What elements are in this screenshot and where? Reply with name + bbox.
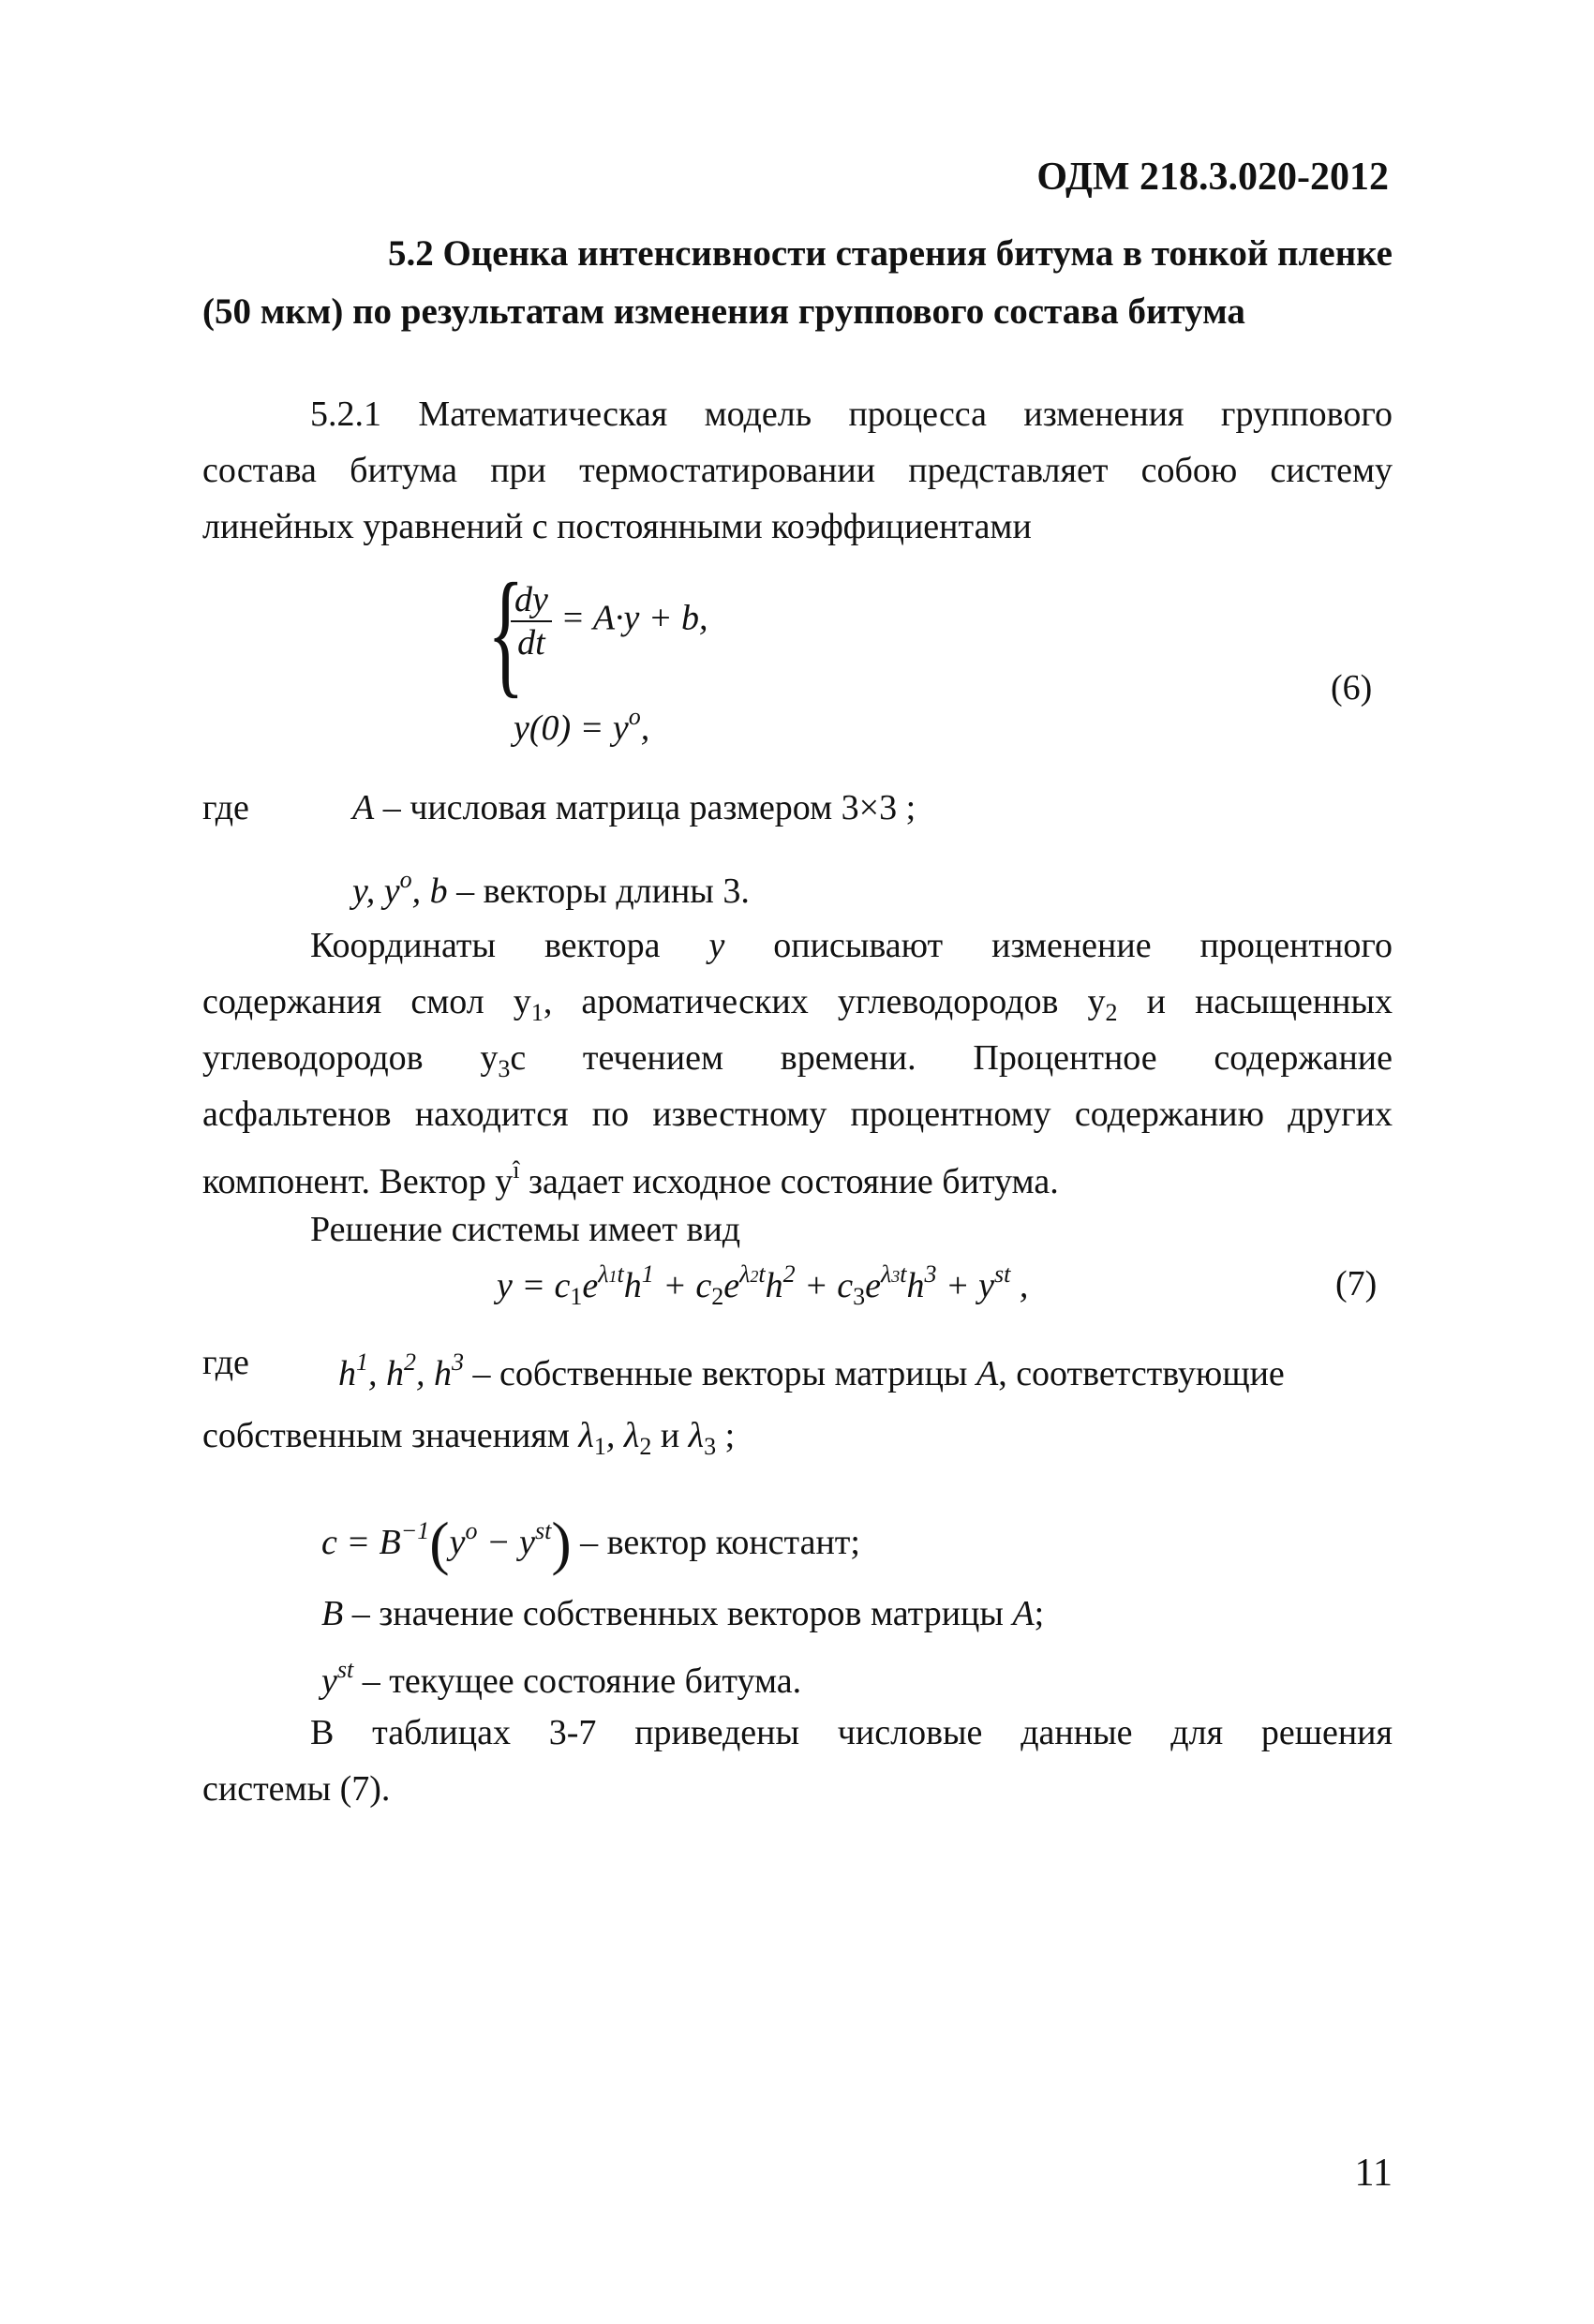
document-code: ОДМ 218.3.020-2012 xyxy=(1036,156,1389,199)
para2-vector-y: y xyxy=(708,926,725,965)
vectors-desc: – векторы длины xyxy=(447,872,723,911)
equation-number-6: (6) xyxy=(1331,668,1373,708)
para1-line-3: линейных уравнений с постоянными коэффициентами xyxy=(202,507,1032,546)
b-line xyxy=(321,1587,1044,1641)
para1-line-1: 5.2.1 Математическая модель процесса изменения группового xyxy=(310,395,1393,434)
para2-sub-1: 1 xyxy=(530,999,544,1026)
equation-7: $y = c_1e^{\lambda 1t}h^1 + c_2e^{\lambda 2t}h^2 + c_3e^{\lambda 3t}h^3 + y^{st}$ , xyxy=(497,1260,1029,1310)
matrix-b-desc: – значение собственных векторов матрицы xyxy=(343,1594,1013,1633)
para2-l5a: компонент. Вектор y xyxy=(202,1162,514,1201)
solution-intro: Решение системы имеет вид xyxy=(310,1210,741,1249)
para2-line-5 xyxy=(202,1143,1393,1209)
where-line-2 xyxy=(352,853,750,918)
vector-b-symbol: , b xyxy=(411,872,448,911)
para1-line-2: состава битума при термостатировании представляет собою систему xyxy=(202,451,1393,490)
where-label-2: где xyxy=(202,1343,249,1382)
constants-formula: $c = B^{-1}(y^o - y^{st})$ xyxy=(321,1510,572,1576)
para2-l3a: углеводородов y xyxy=(202,1038,499,1078)
eq6-dt: dt xyxy=(517,623,545,663)
yst-line xyxy=(321,1643,801,1708)
para2-line-4: асфальтенов находится по известному процентному содержанию других xyxy=(202,1095,1393,1134)
matrix-a-ref-2: A xyxy=(1012,1594,1035,1633)
heading-line-1: 5.2 Оценка интенсивности старения битума в тонкой пленке xyxy=(387,233,1393,274)
constants-desc: – вектор констант; xyxy=(571,1523,860,1562)
matrix-a-desc: – числовая матрица размером xyxy=(374,788,842,827)
vectors-tail: . xyxy=(740,872,750,911)
vectors-symbols: y, y xyxy=(352,872,400,911)
para2-l2e: и насыщенных xyxy=(1117,982,1393,1021)
matrix-a-symbol: A xyxy=(352,788,375,827)
yst-desc: – текущее состояние битума. xyxy=(353,1661,802,1701)
where-line-4: собственным значениям $\lambda_1$, $\lambda_2$ и $\lambda_3$ ; xyxy=(202,1416,736,1460)
para2-l2c: , ароматических углеводородов y xyxy=(543,982,1106,1021)
para2-l1c: описывают изменение процентного xyxy=(724,926,1393,965)
eigenvalues-desc: собственным значениям xyxy=(202,1416,579,1455)
para3-line-2: системы (7). xyxy=(202,1769,391,1809)
heading-line-2: (50 мкм) по результатам изменения группового состава битума xyxy=(202,291,1245,332)
matrix-a-ref: A xyxy=(976,1354,999,1393)
eq6-row-2 xyxy=(514,703,649,749)
section-heading xyxy=(202,225,1393,341)
vectors-sup: o xyxy=(399,866,412,893)
where-label-1: где xyxy=(202,788,249,827)
eq6-dy: dy xyxy=(511,579,552,622)
where-line-3 xyxy=(202,1335,1393,1393)
matrix-size: 3×3 xyxy=(841,788,898,827)
para3-line-1: В таблицах 3-7 приведены числовые данные для решения xyxy=(310,1713,1393,1752)
para2-sup-initial: î xyxy=(513,1156,520,1184)
equation-number-7: (7) xyxy=(1335,1264,1378,1304)
left-brace: { xyxy=(487,555,525,710)
para2-sub-3: 3 xyxy=(498,1055,511,1082)
constants-line xyxy=(321,1504,860,1576)
eq6-row-1 xyxy=(511,579,708,663)
and-word: и xyxy=(651,1416,689,1455)
eq6-init-tail: , xyxy=(640,708,650,748)
para2-l2a: содержания смол y xyxy=(202,982,531,1021)
page-number: 11 xyxy=(1354,2152,1393,2195)
eigenvectors-symbols: $h^1$, $h^2$, $h^3$ xyxy=(338,1348,464,1393)
matrix-size-tail: ; xyxy=(897,788,916,827)
para2-sub-2: 2 xyxy=(1105,999,1118,1026)
vector-length: 3 xyxy=(723,872,741,911)
para2-l1a: Координаты вектора xyxy=(310,926,709,965)
where-line-1 xyxy=(202,781,1393,835)
para2-l3c: с течением времени. Процентное содержание xyxy=(510,1038,1393,1078)
eigenvectors-tail: , соответствующие xyxy=(998,1354,1285,1393)
eq6-init-sup: o xyxy=(628,703,641,730)
eigenvectors-desc: – собственные векторы матрицы xyxy=(464,1354,976,1393)
eq6-init: y(0) = y xyxy=(514,708,629,748)
matrix-b-tail: ; xyxy=(1034,1594,1045,1633)
para2-l5c: задает исходное состояние битума. xyxy=(519,1162,1059,1201)
para2-line-1 xyxy=(202,918,1393,973)
yst-symbol: $y^{st}$ xyxy=(321,1656,354,1701)
eq6-rhs: = A·y + b, xyxy=(560,598,708,638)
matrix-b-symbol: B xyxy=(321,1594,344,1633)
eigenvalues-tail: ; xyxy=(716,1416,736,1455)
